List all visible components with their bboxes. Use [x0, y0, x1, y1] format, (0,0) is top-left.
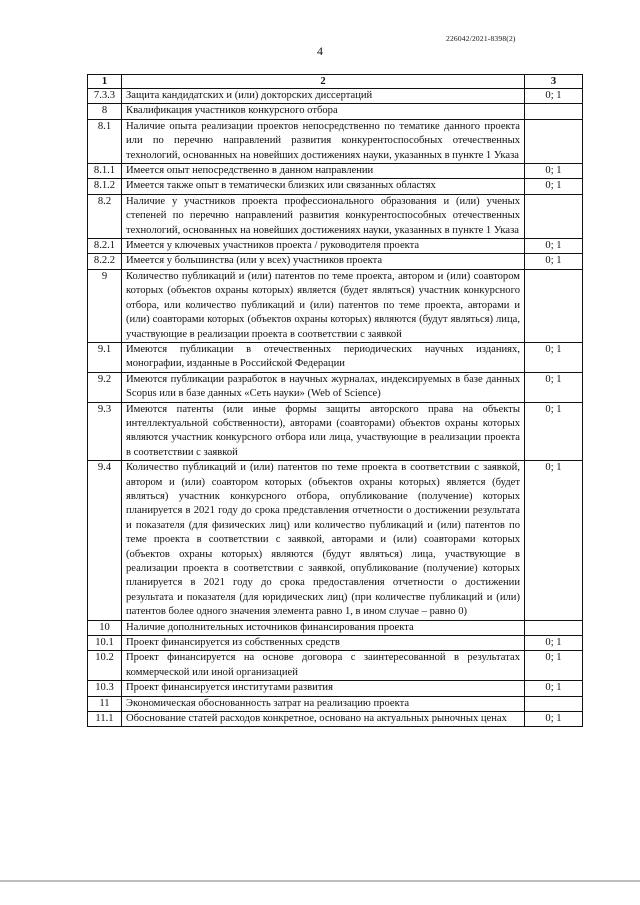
row-score: 0; 1 — [525, 461, 583, 620]
table-row — [88, 254, 583, 269]
table-row — [88, 269, 583, 342]
row-score: 0; 1 — [525, 164, 583, 179]
table-row — [88, 372, 583, 402]
row-criterion: Имеется опыт непосредственно в данном направлении — [122, 164, 525, 179]
table-row — [88, 89, 583, 104]
row-score: 0; 1 — [525, 342, 583, 372]
row-score: 0; 1 — [525, 254, 583, 269]
table-row — [88, 194, 583, 238]
row-criterion: Имеются публикации разработок в научных журналах, индексируемых в базе данных Scopus или в базе данных «Сеть науки» (Web of Science) — [122, 372, 525, 402]
row-score: 0; 1 — [525, 681, 583, 696]
table-row — [88, 402, 583, 461]
table-row — [88, 119, 583, 163]
row-criterion: Имеется у ключевых участников проекта / руководителя проекта — [122, 239, 525, 254]
row-score: 0; 1 — [525, 402, 583, 461]
table-row — [88, 620, 583, 635]
row-number: 8 — [88, 104, 122, 119]
row-number: 9.1 — [88, 342, 122, 372]
page-number: 4 — [317, 44, 323, 58]
row-criterion: Количество публикаций и (или) патентов по теме проекта в соответствии с заявкой, автором и (или) соавтором которых (объектов охраны которых) является (будет являться) участник конкурсного отбора, опубликование (получение) которых планируется в 2021 году до срока представления отчетности о достижении результата и показателя (для физических лиц) или количество публикаций и (или) патентов по теме проекта в соответствии с заявкой, авторами и (или) соавторами которых (объектов охраны которых) являются (будут являться) лица, участвующие в реализации проекта в соответствии с заявкой, опубликование (получение) которых планируется в 2021 году до срока предоставления отчетности о достижении результата и показателя (для юридических лиц) (при количестве публикаций и (или) патентов более одного значения элемента равно 1, в ином случае – равно 0) — [122, 461, 525, 620]
row-number: 10.2 — [88, 651, 122, 681]
row-criterion: Имеются публикации в отечественных периодических научных изданиях, монографии, изданные в Российской Федерации — [122, 342, 525, 372]
row-criterion: Проект финансируется из собственных средств — [122, 636, 525, 651]
row-number: 9.3 — [88, 402, 122, 461]
row-criterion: Проект финансируется институтами развития — [122, 681, 525, 696]
row-criterion: Наличие опыта реализации проектов непосредственно по тематике данного проекта или по перечню направлений развития конкурентоспособных отечественных технологий, основанных на новейших достижениях науки, указанных в пункте 1 Указа — [122, 119, 525, 163]
table-row — [88, 179, 583, 194]
scan-edge-line — [0, 880, 640, 882]
row-criterion: Защита кандидатских и (или) докторских диссертаций — [122, 89, 525, 104]
row-number: 8.2.2 — [88, 254, 122, 269]
row-number: 8.2 — [88, 194, 122, 238]
header-col-1: 1 — [88, 75, 122, 89]
row-score — [525, 269, 583, 342]
table-row — [88, 342, 583, 372]
table-row — [88, 712, 583, 727]
table-row — [88, 104, 583, 119]
row-number: 11.1 — [88, 712, 122, 727]
row-score: 0; 1 — [525, 636, 583, 651]
row-number: 7.3.3 — [88, 89, 122, 104]
row-score: 0; 1 — [525, 179, 583, 194]
row-number: 10.3 — [88, 681, 122, 696]
row-number: 8.2.1 — [88, 239, 122, 254]
row-number: 9 — [88, 269, 122, 342]
row-score — [525, 104, 583, 119]
row-criterion: Имеются патенты (или иные формы защиты авторского права на объекты интеллектуальной собственности), авторами (соавторами) объектов охраны которых являются участник конкурсного отбора или лица, участвующие в реализации проекта в соответствии с заявкой — [122, 402, 525, 461]
row-score — [525, 696, 583, 711]
row-criterion: Наличие у участников проекта профессионального образования и (или) ученых степеней по перечню направлений развития конкурентоспособных отечественных технологий, основанных на новейших достижениях науки, указанных в пункте 1 Указа — [122, 194, 525, 238]
row-score — [525, 119, 583, 163]
row-criterion: Проект финансируется на основе договора с заинтересованной в результатах коммерческой или иной организацией — [122, 651, 525, 681]
row-score: 0; 1 — [525, 89, 583, 104]
table-row — [88, 461, 583, 620]
table-row — [88, 239, 583, 254]
row-number: 11 — [88, 696, 122, 711]
table-row — [88, 696, 583, 711]
row-criterion: Наличие дополнительных источников финансирования проекта — [122, 620, 525, 635]
table-row — [88, 651, 583, 681]
row-number: 8.1 — [88, 119, 122, 163]
row-number: 10 — [88, 620, 122, 635]
row-criterion: Экономическая обоснованность затрат на реализацию проекта — [122, 696, 525, 711]
table-row — [88, 681, 583, 696]
row-number: 9.2 — [88, 372, 122, 402]
row-number: 9.4 — [88, 461, 122, 620]
row-criterion: Имеется у большинства (или у всех) участников проекта — [122, 254, 525, 269]
table-row — [88, 164, 583, 179]
row-score: 0; 1 — [525, 372, 583, 402]
row-score: 0; 1 — [525, 712, 583, 727]
table-row — [88, 636, 583, 651]
row-number: 10.1 — [88, 636, 122, 651]
row-criterion: Квалификация участников конкурсного отбора — [122, 104, 525, 119]
row-criterion: Обоснование статей расходов конкретное, основано на актуальных рыночных ценах — [122, 712, 525, 727]
row-score — [525, 194, 583, 238]
header-col-2: 2 — [122, 75, 525, 89]
table-header-row — [88, 75, 583, 89]
row-number: 8.1.1 — [88, 164, 122, 179]
row-score — [525, 620, 583, 635]
row-score: 0; 1 — [525, 651, 583, 681]
criteria-table — [87, 74, 583, 727]
header-col-3: 3 — [525, 75, 583, 89]
document-registration-number: 226042/2021-8398(2) — [446, 34, 516, 43]
row-score: 0; 1 — [525, 239, 583, 254]
row-number: 8.1.2 — [88, 179, 122, 194]
row-criterion: Имеется также опыт в тематически близких или связанных областях — [122, 179, 525, 194]
row-criterion: Количество публикаций и (или) патентов по теме проекта, автором и (или) соавтором которых (объектов охраны которых) является (будет являться) участник конкурсного отбора, или количество публикаций и (или) патентов по теме проекта, авторами и (или) соавторами которых (объектов охраны которых) являются (будут являться) лица, участвующие в реализации проекта в соответствии с заявкой — [122, 269, 525, 342]
